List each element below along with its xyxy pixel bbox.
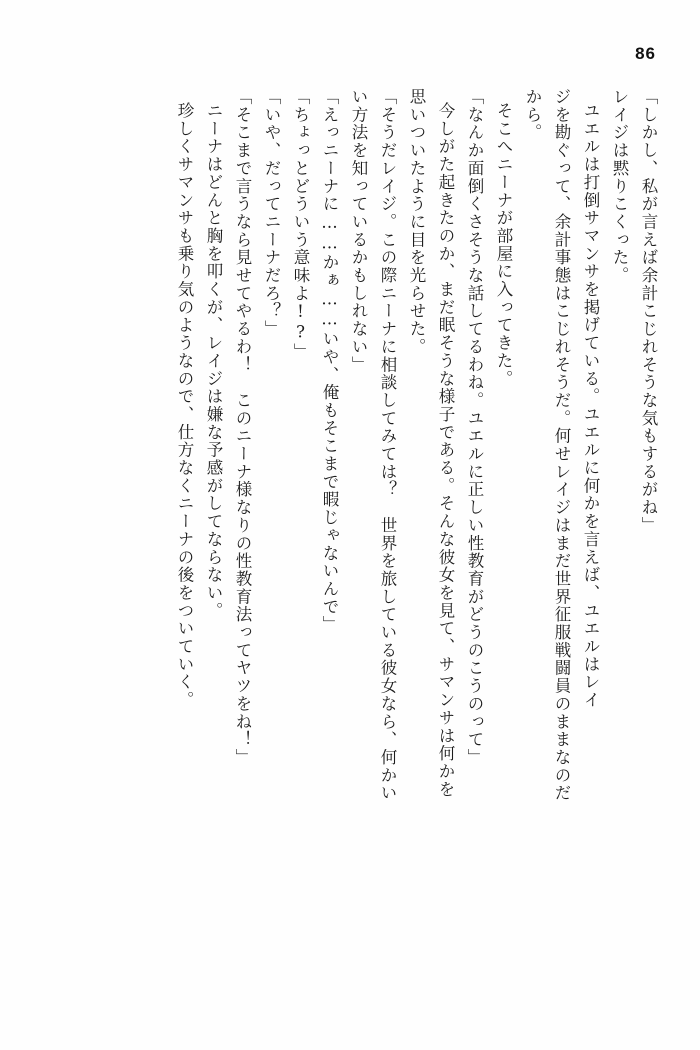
text-line: 「しかし、私が言えば余計こじれそうな気もするがね」 <box>639 88 658 535</box>
text-line: 「ちょっとどういう意味よ!?」 <box>291 88 310 361</box>
text-line: 「なんか面倒くさそうな話してるわね。ユエルに正しい性教育がどうのこうのって」 <box>465 88 484 767</box>
text-line: ジを勘ぐって、余計事態はこじれそうだ。何せレイジはまだ世界征服戦闘員のままなのだ <box>552 88 571 802</box>
text-line: 思いついたように目を光らせた。 <box>407 88 426 356</box>
vertical-text-body <box>46 88 656 998</box>
text-line: 「いや、だってニーナだろ？」 <box>262 88 281 338</box>
text-line: そこへニーナが部屋に入ってきた。 <box>494 102 513 388</box>
text-line: 「えっニーナに……かぁ……いや、俺もそこまで暇じゃないんで」 <box>320 88 339 634</box>
text-line: レイジは黙りこくった。 <box>610 88 629 285</box>
text-line: 珍しくサマンサも乗り気のようなので、仕方なくニーナの後をついていく。 <box>175 102 194 709</box>
text-line: ユエルは打倒サマンサを掲げている。ユエルに何かを言えば、ユエルはレイ <box>581 102 600 709</box>
text-line: 「そうだレイジ。この際ニーナに相談してみては？ 世界を旅している彼女なら、何かい <box>378 88 397 802</box>
text-line: 今しがた起きたのか、まだ眠そうな様子である。そんな彼女を見て、サマンサは何かを <box>436 102 455 799</box>
text-line: ニーナはどんと胸を叩くが、レイジは嫌な予感がしてならない。 <box>204 102 223 620</box>
text-line: から。 <box>523 88 542 142</box>
page-number: 86 <box>635 44 656 63</box>
text-line: 「そこまで言うなら見せてやるわ！ このニーナ様なりの性教育法ってヤツをね！」 <box>233 88 252 767</box>
text-line: い方法を知っているかもしれない」 <box>349 88 368 374</box>
